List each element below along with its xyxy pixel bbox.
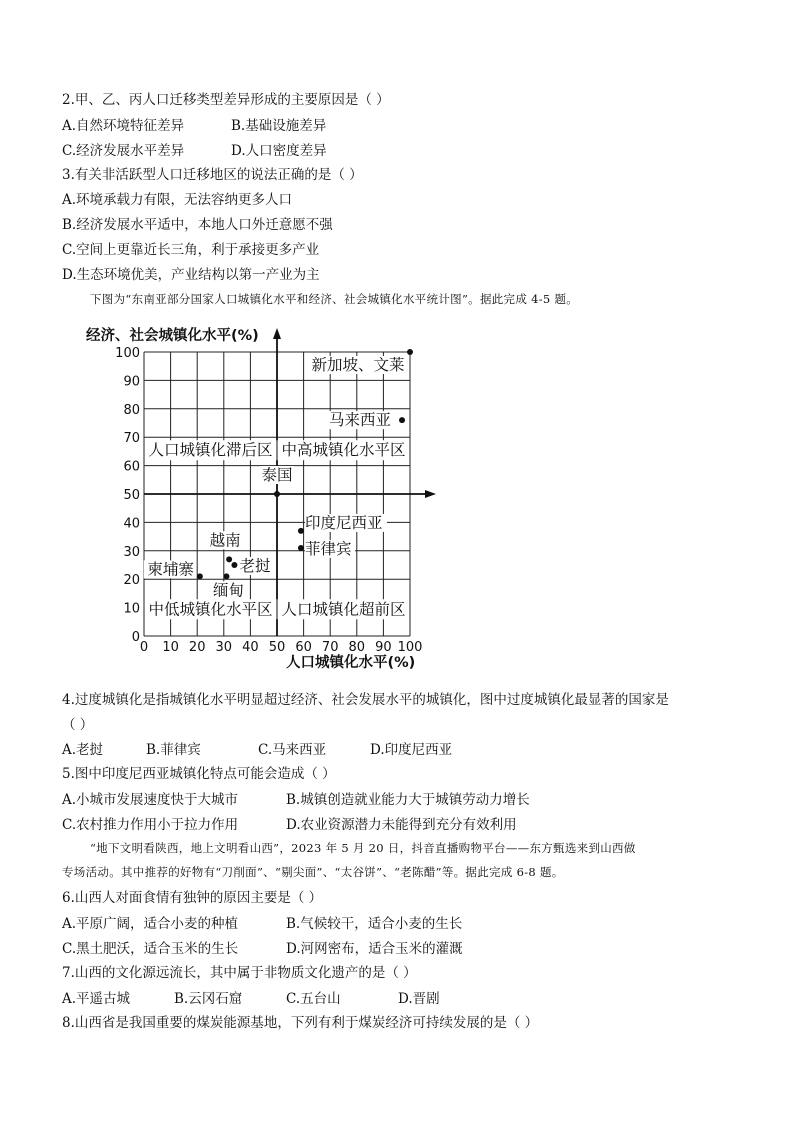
q4-stem-bracket: （ ） (62, 717, 94, 733)
y-tick-label: 10 (123, 601, 140, 617)
x-tick-label: 20 (188, 640, 206, 655)
q8-stem: 8.山西省是我国重要的煤炭能源基地，下列有利于煤炭经济可持续发展的是（ ） (62, 1015, 539, 1031)
intro-q6-8-line1: “地下文明看陕西，地上文明看山西”，2023 年 5 月 20 日，抖音直播购物平台——东方甄选来到山西做 (90, 841, 636, 855)
data-point (226, 556, 232, 562)
y-tick-label: 60 (123, 459, 140, 475)
x-tick-label: 0 (139, 640, 149, 655)
y-tick-label: 20 (123, 573, 140, 589)
q6-option-c[interactable]: C.黑土肥沃，适合玉米的生长 (62, 941, 239, 957)
q6-option-b[interactable]: B.气候较干，适合小麦的生长 (286, 916, 463, 932)
q3-stem: 3.有关非活跃型人口迁移地区的说法正确的是（ ） (62, 167, 363, 183)
x-tick-label: 80 (348, 640, 366, 655)
q5-option-a[interactable]: A.小城市发展速度快于大城市 (62, 792, 239, 808)
q4-option-c[interactable]: C.马来西亚 (258, 742, 327, 758)
x-tick-label: 10 (162, 640, 179, 655)
q3-option-c[interactable]: C.空间上更靠近长三角，利于承接更多产业 (62, 242, 320, 258)
point-label: 越南 (209, 531, 241, 550)
q2-stem: 2.甲、乙、丙人口迁移类型差异形成的主要原因是（ ） (62, 92, 390, 108)
q7-option-d[interactable]: D.晋剧 (398, 991, 440, 1007)
x-tick-label: 50 (268, 640, 286, 655)
quadrant-label: 人口城镇化超前区 (281, 600, 406, 619)
y-tick-label: 100 (115, 346, 140, 361)
x-tick-label: 30 (215, 640, 233, 655)
quadrant-label: 中高城镇化水平区 (281, 441, 406, 460)
q7-option-c[interactable]: C.五台山 (286, 991, 341, 1007)
point-label: 柬埔寨 (147, 560, 194, 579)
x-tick-label: 90 (375, 640, 392, 655)
q7-option-a[interactable]: A.平遥古城 (62, 991, 131, 1007)
x-tick-label: 40 (242, 640, 259, 655)
q2-option-d[interactable]: D.人口密度差异 (231, 143, 327, 159)
q3-option-d[interactable]: D.生态环境优美，产业结构以第一产业为主 (62, 267, 320, 283)
y-tick-label: 50 (123, 488, 140, 503)
data-point (399, 417, 405, 423)
point-label: 缅甸 (212, 581, 244, 600)
q4-option-b[interactable]: B.菲律宾 (146, 742, 201, 758)
data-point (298, 545, 304, 551)
data-point (298, 528, 304, 534)
y-tick-label: 30 (123, 544, 140, 560)
data-point (407, 349, 413, 355)
intro-q4-5: 下图为“东南亚部分国家人口城镇化水平和经济、社会城镇化水平统计图”。据此完成 4-5 题。 (90, 292, 579, 306)
q7-option-b[interactable]: B.云冈石窟 (174, 991, 243, 1007)
x-tick-label: 100 (397, 640, 423, 655)
q4-option-d[interactable]: D.印度尼西亚 (370, 742, 453, 758)
q2-option-b[interactable]: B.基础设施差异 (231, 118, 327, 134)
q6-stem: 6.山西人对面食情有独钟的原因主要是（ ） (62, 890, 323, 906)
q2-option-a[interactable]: A.自然环境特征差异 (62, 118, 185, 134)
y-tick-label: 40 (123, 516, 140, 532)
q5-option-b[interactable]: B.城镇创造就业能力大于城镇劳动力增长 (286, 792, 530, 808)
data-point (274, 491, 280, 497)
data-point (197, 573, 203, 579)
q5-option-c[interactable]: C.农村推力作用小于拉力作用 (62, 817, 239, 833)
y-axis-label: 经济、社会城镇化水平(%) (86, 328, 259, 344)
point-label: 老挝 (239, 557, 271, 575)
y-tick-label: 80 (123, 402, 140, 418)
x-tick-label: 60 (295, 640, 312, 655)
up-arrow-icon (273, 328, 281, 339)
point-label: 马来西亚 (329, 411, 392, 430)
x-tick-label: 70 (321, 640, 339, 655)
point-label: 新加坡、文莱 (311, 356, 405, 374)
q7-stem: 7.山西的文化源远流长，其中属于非物质文化遗产的是（ ） (62, 965, 417, 981)
right-arrow-icon (425, 490, 436, 498)
y-tick-label: 70 (123, 431, 140, 447)
point-label: 泰国 (261, 466, 293, 484)
q5-stem: 5.图中印度尼西亚城镇化特点可能会造成（ ） (62, 766, 336, 782)
q5-option-d[interactable]: D.农业资源潜力未能得到充分有效利用 (286, 817, 517, 833)
x-axis-label: 人口城镇化水平(%) (286, 655, 416, 671)
urbanization-scatter-chart (60, 318, 460, 678)
q3-option-b[interactable]: B.经济发展水平适中，本地人口外迁意愿不强 (62, 217, 333, 233)
q4-option-a[interactable]: A.老挝 (62, 742, 104, 758)
intro-q6-8-line2: 专场活动。其中推荐的好物有“刀削面”、“剔尖面”、“太谷饼”、“老陈醋”等。据此完成 6-8 题。 (62, 865, 564, 879)
data-point (223, 573, 229, 579)
q2-option-c[interactable]: C.经济发展水平差异 (62, 143, 185, 159)
y-tick-label: 90 (123, 374, 140, 390)
q6-option-a[interactable]: A.平原广阔，适合小麦的种植 (62, 916, 239, 932)
q4-stem: 4.过度城镇化是指城镇化水平明显超过经济、社会发展水平的城镇化，图中过度城镇化最显著的国家是 (62, 692, 669, 708)
q3-option-a[interactable]: A.环境承载力有限，无法容纳更多人口 (62, 192, 293, 208)
q6-option-d[interactable]: D.河网密布，适合玉米的灌溉 (286, 941, 463, 957)
y-tick-label: 0 (131, 630, 140, 645)
point-label: 菲律宾 (304, 539, 352, 558)
point-label: 印度尼西亚 (304, 513, 383, 532)
quadrant-label: 人口城镇化滞后区 (148, 441, 273, 460)
data-point (231, 562, 237, 568)
quadrant-label: 中低城镇化水平区 (148, 600, 273, 619)
